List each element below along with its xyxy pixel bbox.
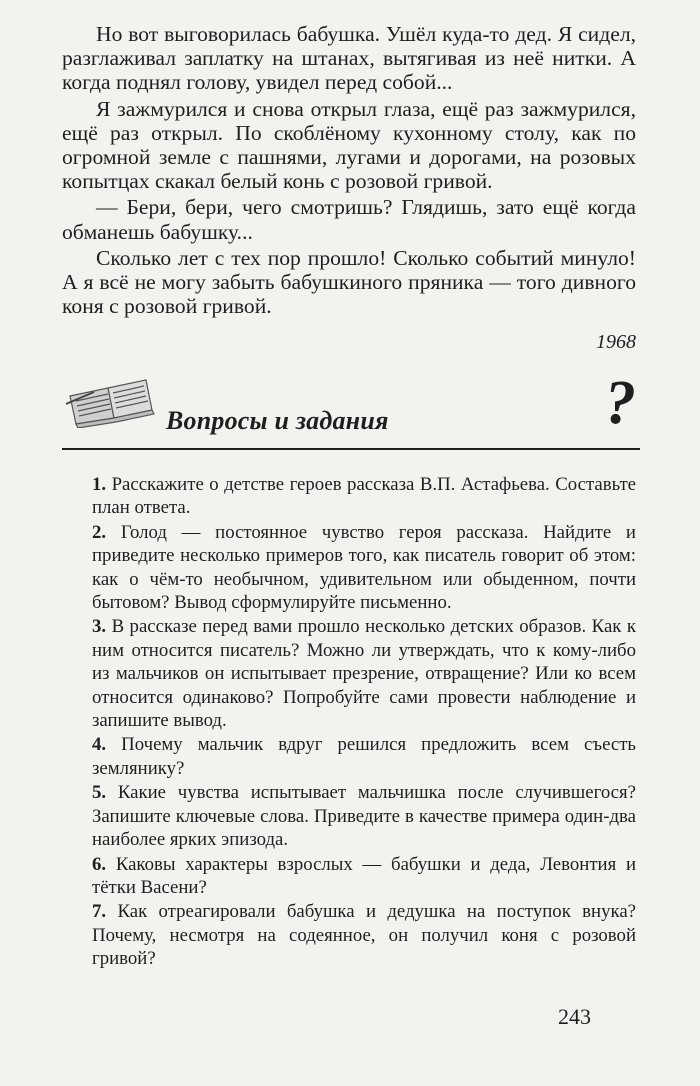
story-text: [62, 22, 636, 320]
story-paragraph: — Бери, бери, чего смотришь? Глядишь, зато ещё когда обманешь бабушку...: [62, 195, 636, 244]
open-book-icon: [64, 374, 160, 428]
question-text: Голод — постоянное чувство героя рассказа. Найдите и приведите несколько примеров того, как писатель говорит об этом: как о чём-то необычном, удивительном или обыденном, почти бытовом? Вывод сформулируйте письменно.: [92, 521, 636, 614]
page-number: 243: [558, 1004, 591, 1029]
story-paragraph: Но вот выговорилась бабушка. Ушёл куда-то дед. Я сидел, разглаживал заплатку на штанах, вытягивая из неё нитки. А когда поднял голову, увидел перед собой...: [62, 22, 636, 95]
question-text: Расскажите о детстве героев рассказа В.П. Астафьева. Составьте план ответа.: [92, 474, 636, 519]
question-item: [92, 473, 636, 520]
question-number: 6.: [92, 853, 107, 875]
section-divider: [62, 448, 640, 450]
section-header: [62, 369, 640, 452]
question-text: Какие чувства испытывает мальчишка после случившегося? Запишите ключевые слова. Приведите в качестве примера один-два наиболее ярких эпизода.: [92, 782, 636, 851]
question-number: 5.: [92, 782, 107, 804]
question-item: [92, 781, 636, 851]
question-mark-icon: ?: [605, 369, 636, 437]
question-text: Каковы характеры взрослых — бабушки и деда, Левонтия и тётки Васени?: [92, 853, 636, 898]
question-item: [92, 615, 636, 732]
question-item: [92, 733, 636, 780]
question-text: Как отреагировали бабушка и дедушка на поступок внука? Почему, несмотря на содеянное, он получил коня с розовой гривой?: [92, 901, 636, 970]
question-number: 2.: [92, 521, 107, 543]
story-paragraph: Я зажмурился и снова открыл глаза, ещё раз зажмурился, ещё раз открыл. По скоблёному кухонному столу, как по огромной земле с пашнями, лугами и дорогами, на розовых копытцах скакал белый конь с розовой гривой.: [62, 96, 636, 194]
question-item: [92, 900, 636, 970]
question-number: 4.: [92, 734, 107, 756]
question-number: 1.: [92, 474, 107, 495]
questions-list: [92, 473, 636, 972]
question-number: 7.: [92, 901, 107, 923]
story-year: 1968: [596, 331, 636, 353]
question-text: Почему мальчик вдруг решился предложить всем съесть землянику?: [92, 734, 636, 779]
question-text: В рассказе перед вами прошло несколько детских образов. Как к ним относится писатель? Можно ли утверждать, что к кому-либо из мальчиков он испытывает презрение, отвращение? Или ко всем относится одинаково? Попробуйте сами провести наблюдение и запишите вывод.: [92, 616, 636, 732]
story-paragraph: Сколько лет с тех пор прошло! Сколько событий минуло! А я всё не могу забыть бабушкиного пряника — того дивного коня с розовой гривой.: [62, 245, 636, 319]
question-item: [92, 853, 636, 900]
question-number: 3.: [92, 616, 107, 638]
question-item: [92, 521, 636, 615]
section-title: Вопросы и задания: [166, 406, 389, 435]
